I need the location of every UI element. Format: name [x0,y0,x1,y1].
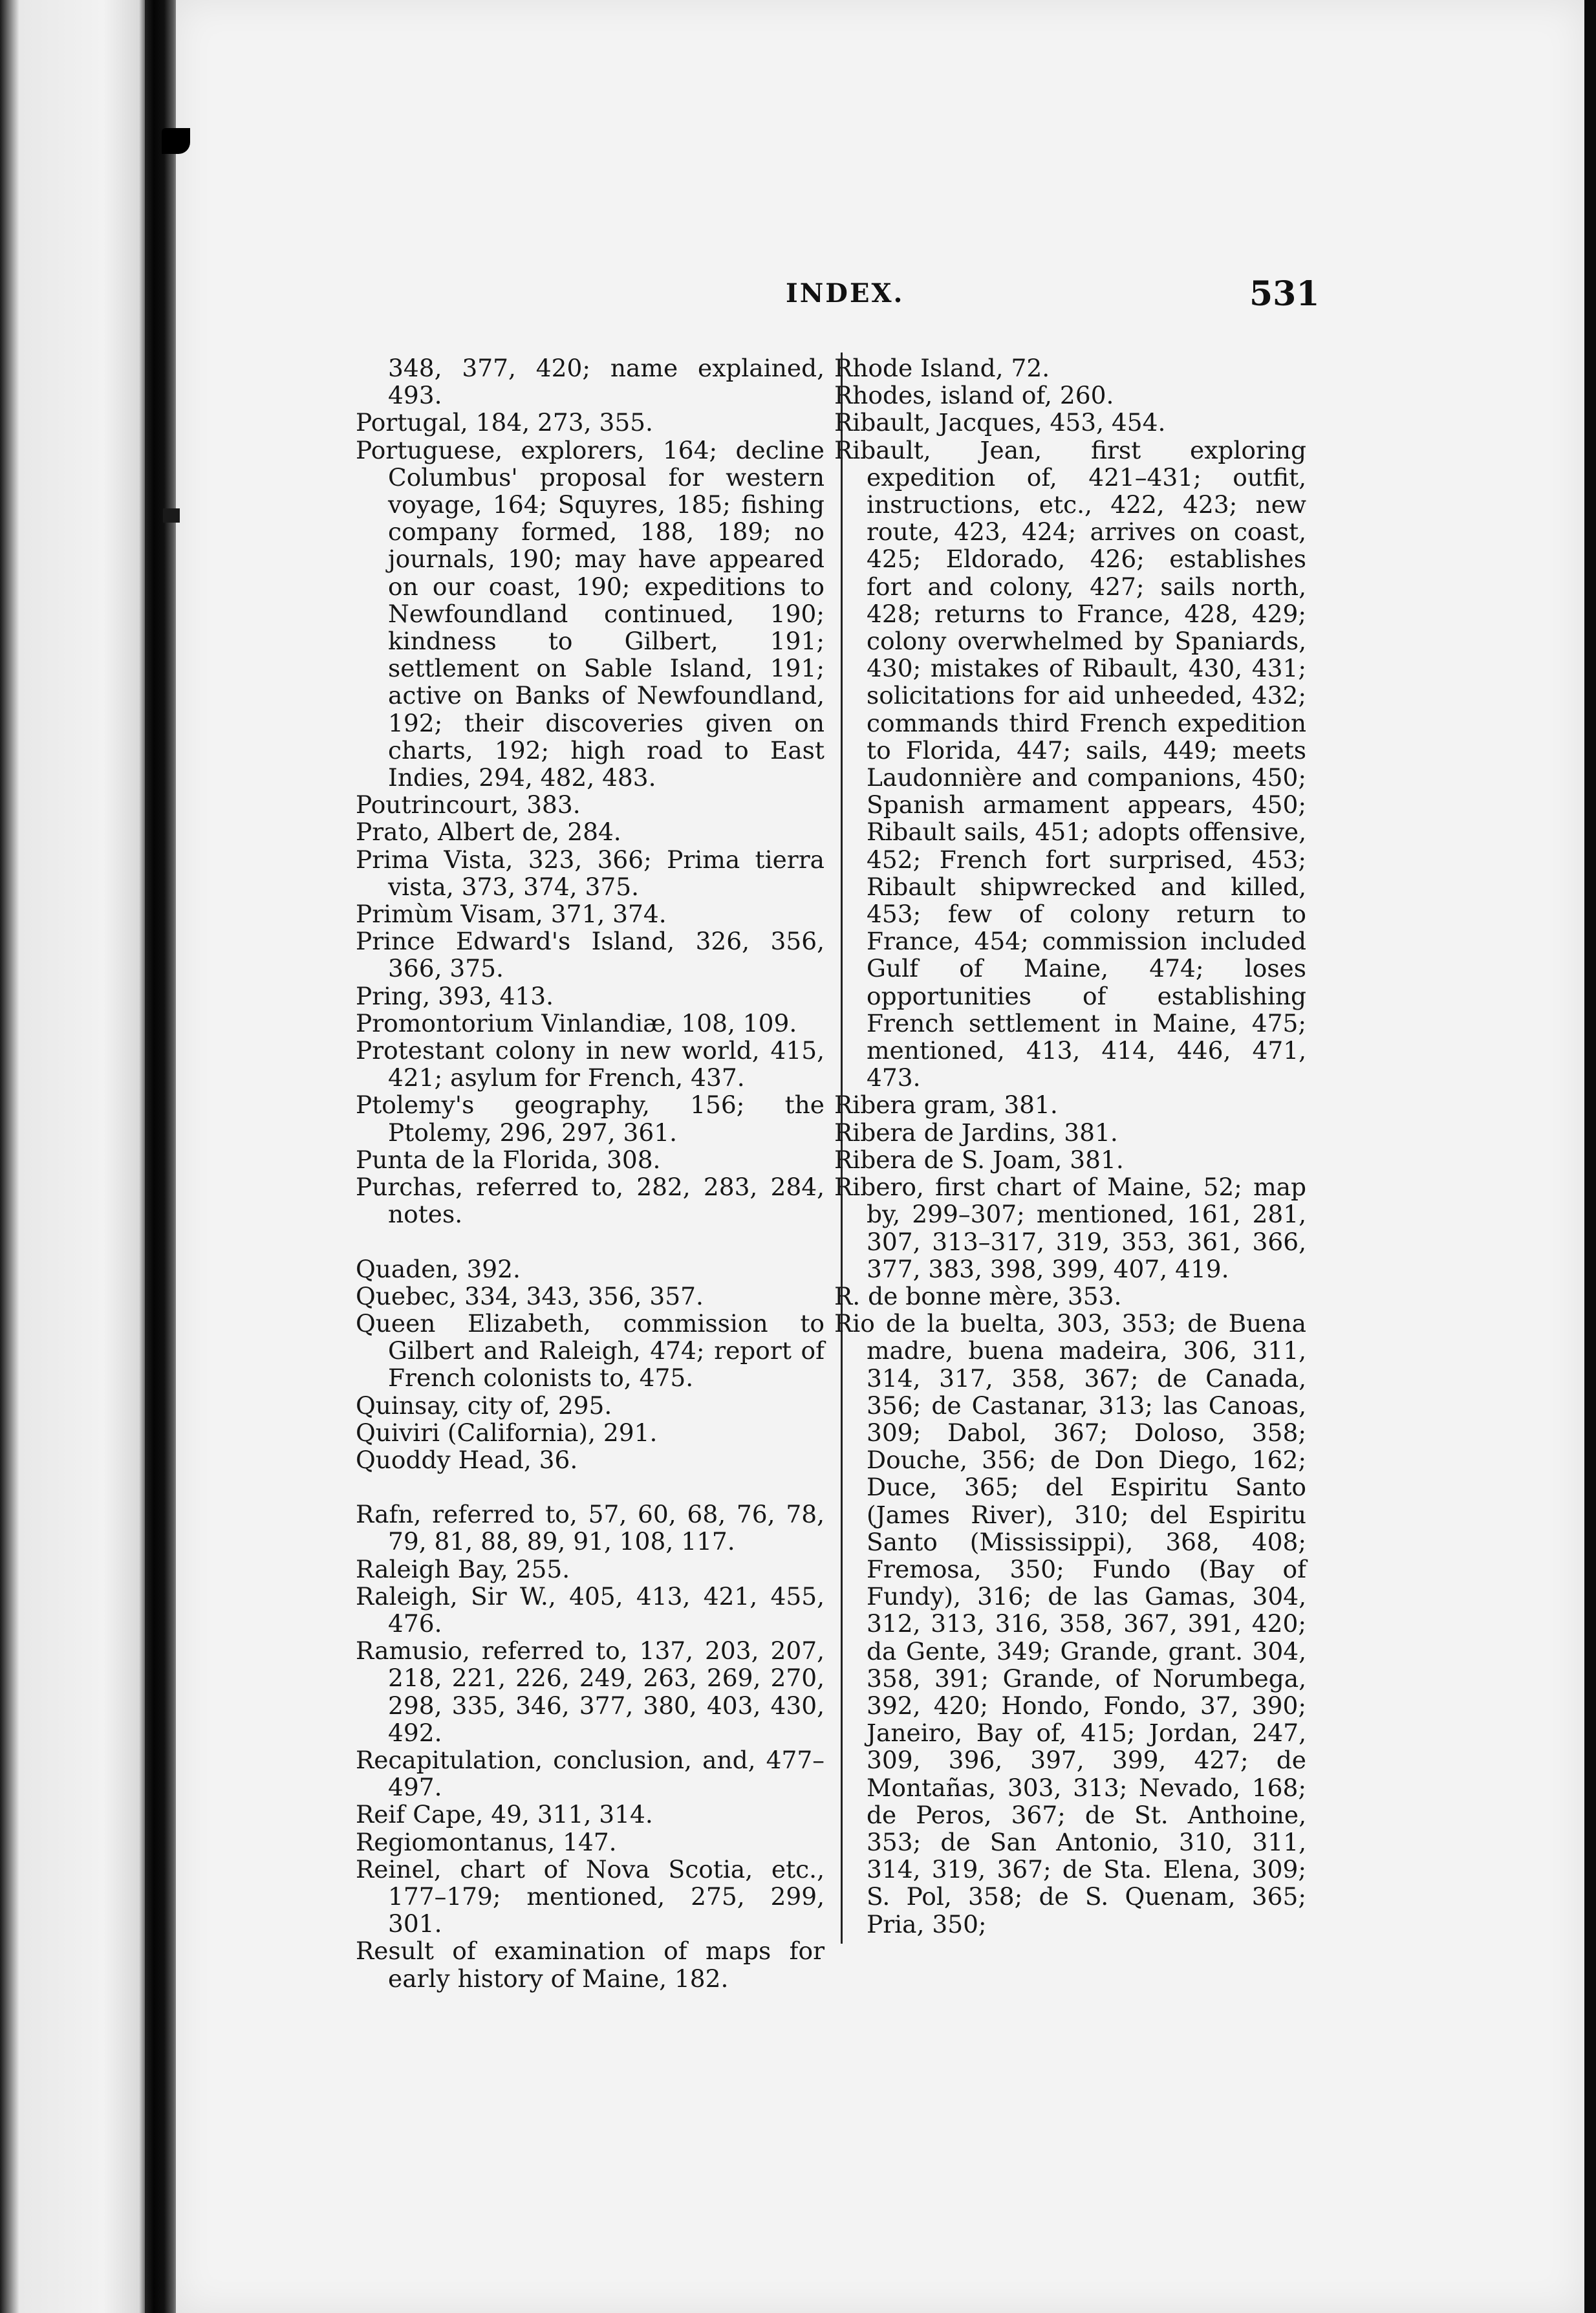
page-number: 531 [1249,274,1320,314]
index-entry: Rhodes, island of, 260. [834,381,1114,410]
facing-page-edge [0,0,149,2313]
index-entry: Prato, Albert de, 284. [356,818,621,847]
index-entry: Reinel, chart of Nova Scotia, etc., 177–179; mentioned, 275, 299, 301. [356,1854,825,1938]
index-entry: Quiviri (California), 291. [356,1418,658,1447]
index-entry: Promontorium Vinlandiæ, 108, 109. [356,1008,797,1037]
index-entry: Primùm Visam, 371, 374. [356,900,667,929]
section-gap [356,1473,825,1501]
index-entry: Reif Cape, 49, 311, 314. [356,1800,653,1829]
index-entry: Ribault, Jean, first exploring expedition of, 421–431; outfit, instructions, etc., 422, 423; new route, 423, 424; arrives on coast, 425; Eldorado, 426; establishes fort and colony, 427; sails north, 428; returns to France, 428, 429; colony overwhelmed by Spaniards, 430; mistakes of Ribault, 430, 431; solicitations for aid unheeded, 432; commands third French expedition to Florida, 447; sails, 449; meets Laudonnière and companions, 450; Spanish armament appears, 450; Ribault sails, 451; adopts offensive, 452; French fort surprised, 453; Ribault shipwrecked and killed, 453; few of colony return to France, 454; commission included Gulf of Maine, 474; loses opportunities of establishing French settlement in Maine, 475; mentioned, 413, 414, 446, 471, 473. [834,435,1306,1092]
index-entry: Quinsay, city of, 295. [356,1391,612,1420]
index-entry: Ptolemy's geography, 156; the Ptolemy, 296, 297, 361. [356,1091,825,1147]
index-entry: Ribera gram, 381. [834,1091,1058,1120]
index-entry: 348, 377, 420; name explained, 493. [388,354,825,410]
index-entry: Raleigh, Sir W., 405, 413, 421, 455, 476. [356,1581,825,1638]
page-clip-mark [162,128,190,154]
index-entry: Quoddy Head, 36. [356,1445,578,1474]
index-entry: Portuguese, explorers, 164; decline Columbus' proposal for western voyage, 164; Squyres, 185; fishing company formed, 188, 189; no journals, 190; may have appeared on our coast, 190; expeditions to Newfoundland continued, 190; kindness to Gilbert, 191; settlement on Sable Island, 191; active on Banks of Newfoundland, 192; their discoveries given on charts, 192; high road to East Indies, 294, 482, 483. [356,435,825,792]
index-entry: Quebec, 334, 343, 356, 357. [356,1281,704,1310]
index-entry: Ramusio, referred to, 137, 203, 207, 218, 221, 226, 249, 263, 269, 270, 298, 335, 346, 377, 380, 403, 430, 492. [356,1636,825,1747]
scan-border [1584,0,1596,2313]
running-header-title: INDEX. [786,278,905,309]
index-entry: Ribero, first chart of Maine, 52; map by, 299–307; mentioned, 161, 281, 307, 313–317, 319, 353, 361, 366, 377, 383, 398, 399, 407, 419. [834,1173,1306,1283]
index-entry: Purchas, referred to, 282, 283, 284, notes. [356,1173,825,1229]
index-entry: Rafn, referred to, 57, 60, 68, 76, 78, 79, 81, 88, 89, 91, 108, 117. [356,1500,825,1556]
index-entry: Ribault, Jacques, 453, 454. [834,408,1166,437]
index-entry: Recapitulation, conclusion, and, 477–497. [356,1745,825,1802]
index-entry: Ribera de Jardins, 381. [834,1118,1118,1147]
index-entry: Protestant colony in new world, 415, 421; asylum for French, 437. [356,1036,825,1092]
index-entry: Regiomontanus, 147. [356,1827,617,1856]
index-entry: Rio de la buelta, 303, 353; de Buena madre, buena madeira, 306, 311, 314, 317, 358, 367; de Canada, 356; de Castanar, 313; las Canoas, 309; Dabol, 367; Doloso, 358; Douche, 356; de Don Diego, 162; Duce, 365; del Espiritu Santo (James River), 310; del Espiritu Santo (Mississippi), 368, 408; Fremosa, 350; Fundo (Bay of Fundy), 316; de las Gamas, 304, 312, 313, 316, 358, 367, 391, 420; da Gente, 349; Grande, grant. 304, 358, 391; Grande, of Norumbega, 392, 420; Hondo, Fondo, 37, 390; Janeiro, Bay of, 415; Jordan, 247, 309, 396, 397, 399, 427; de Montañas, 303, 313; Nevado, 168; de Peros, 367; de St. Anthoine, 353; de San Antonio, 310, 311, 314, 319, 367; de Sta. Elena, 309; S. Pol, 358; de S. Quenam, 365; Pria, 350; [834,1309,1306,1938]
index-entry: Prince Edward's Island, 326, 356, 366, 375. [356,927,825,983]
index-entry: Ribera de S. Joam, 381. [834,1145,1124,1174]
index-entry: Result of examination of maps for early history of Maine, 182. [356,1937,825,1993]
page-clip-mark-small [163,508,180,523]
index-entry: Portugal, 184, 273, 355. [356,408,653,437]
section-gap [356,1228,825,1255]
index-column-right [834,354,1306,1959]
index-entry: Poutrincourt, 383. [356,790,581,820]
index-entry: Rhode Island, 72. [834,354,1050,382]
index-entry: Quaden, 392. [356,1254,521,1283]
index-entry: Queen Elizabeth, commission to Gilbert and Raleigh, 474; report of French colonists to, 475. [356,1309,825,1393]
index-entry: Punta de la Florida, 308. [356,1145,661,1174]
index-entry: Raleigh Bay, 255. [356,1554,570,1583]
index-entry: R. de bonne mère, 353. [834,1281,1122,1310]
index-column-left [356,354,825,1993]
index-entry: Prima Vista, 323, 366; Prima tierra vista, 373, 374, 375. [356,845,825,901]
index-entry: Pring, 393, 413. [356,981,554,1010]
